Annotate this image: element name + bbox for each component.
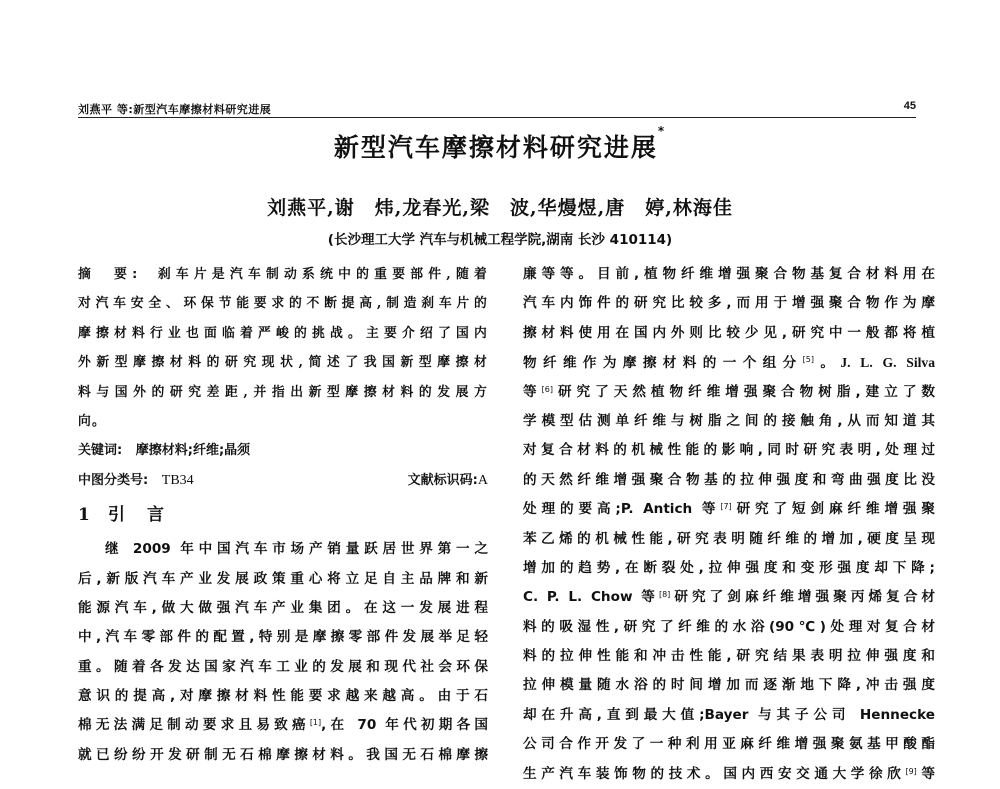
body-line: 物纤维作为摩擦材料的一个组分[5]。J. L. G. Silva [523,355,935,372]
body-line: 重。随着各发达国家汽车工业的发展和现代社会环保 [78,658,488,675]
right-column [523,260,935,789]
body-line: 擦材料使用在国内外则比较少见,研究中一般都将植 [523,324,935,341]
abstract-line: 摩擦材料行业也面临着严峻的挑战。主要介绍了国内 [78,325,488,341]
body-line: 棉无法满足制动要求且易致癌[1],在 70 年代初期各国 [78,717,488,734]
body-line: 等[6]研究了天然植物纤维增强聚合物树脂,建立了数 [523,383,935,400]
body-line: 公司合作开发了一种利用亚麻纤维增强聚氨基甲酸酯 [523,736,935,753]
body-line: 能源汽车,做大做强汽车产业集团。在这一发展进程 [78,599,488,616]
body-line: 汽车内饰件的研究比较多,而用于增强聚合物作为摩 [523,295,935,312]
body-line: 却在升高,直到最大值;Bayer 与其子公司 Hennecke [523,706,935,723]
body-line: 处理的要高;P. Antich 等[7]研究了短剑麻纤维增强聚 [523,501,935,518]
title-footnote-mark: * [657,124,667,138]
body-line: C. P. L. Chow 等[8]研究了剑麻纤维增强聚丙烯复合材 [523,589,935,606]
abstract-label: 摘 要: [78,267,139,282]
body-line: 继 2009 年中国汽车市场产销量跃居世界第一之 [105,541,488,558]
body-line: 对复合材料的机械性能的影响,同时研究表明,处理过 [523,442,935,459]
body-line: 料的吸湿性,研究了纤维的水浴(90℃)处理对复合材 [523,618,935,635]
keywords-value: 摩擦材料;纤维;晶须 [135,443,251,459]
body-line: 生产汽车装饰物的技术。国内西安交通大学徐欣[9]等 [523,765,935,782]
citation-ref: [1] [309,718,322,728]
abstract-line: 摘 要: 刹车片是汽车制动系统中的重要部件,随着 [78,267,488,282]
abstract-line: 料与国外的研究差距,并指出新型摩擦材料的发展方 [78,384,488,400]
body-line: 拉伸模量随水浴的时间增加而逐渐地下降,冲击强度 [523,677,935,694]
body-line: 中,汽车零部件的配置,特别是摩擦零部件发展举足轻 [78,629,488,646]
body-line: 苯乙烯的机械性能,研究表明随纤维的增加,硬度呈现 [523,530,935,547]
body-line: 就已纷纷开发研制无石棉摩擦材料。我国无石棉摩擦 [78,746,488,763]
section-heading-introduction [78,495,488,535]
abstract-line: 向。 [78,413,106,429]
classification-row [78,466,488,495]
citation-ref: [9] [905,766,917,776]
section-title: 引言 [108,505,186,526]
left-column [78,260,488,770]
abstract-line: 外新型摩擦材料的研究现状,简述了我国新型摩擦材 [78,355,488,371]
clc-value: TB34 [161,472,194,488]
body-line: 料的拉伸性能和冲击性能,研究结果表明拉伸强度和 [523,648,935,665]
body-line: 意识的提高,对摩擦材料性能要求越来越高。由于石 [78,688,488,705]
citation-ref: [8] [658,590,671,600]
document-code: 文献标识码:A [407,472,488,488]
affiliation: (长沙理工大学 汽车与机械工程学院,湖南 长沙 410114) [327,232,673,248]
author-list: 刘燕平,谢 炜,龙春光,梁 波,华熳煜,唐 婷,林海佳 [267,197,733,219]
section-number: 1 [78,505,90,526]
keywords [78,436,488,465]
article-title-text: 新型汽车摩擦材料研究进展 [333,133,658,162]
running-title: 刘燕平 等:新型汽车摩擦材料研究进展 [78,103,272,116]
citation-ref: [6] [541,384,553,394]
page-number: 45 [903,100,916,112]
clc-label: 中图分类号: [78,472,149,488]
article-title [0,124,1000,164]
introduction-body [78,535,488,770]
body-line: 学模型估测单纤维与树脂之间的接触角,从而知道其 [523,412,935,429]
body-line: 后,新版汽车产业发展政策重心将立足自主品牌和新 [78,570,488,587]
body-line: 增加的趋势,在断裂处,拉伸强度和变形强度却下降; [523,559,935,576]
body-line: 的天然纤维增强聚合物基的拉伸强度和弯曲强度比没 [523,471,935,488]
abstract [78,260,488,436]
body-line: 廉等等。目前,植物纤维增强聚合物基复合材料用在 [523,266,935,282]
citation-ref: [5] [802,355,814,365]
keywords-label: 关键词: [78,443,123,459]
running-header [78,101,916,118]
abstract-line: 对汽车安全、环保节能要求的不断提高,制造刹车片的 [78,296,488,312]
citation-ref: [7] [720,502,732,512]
